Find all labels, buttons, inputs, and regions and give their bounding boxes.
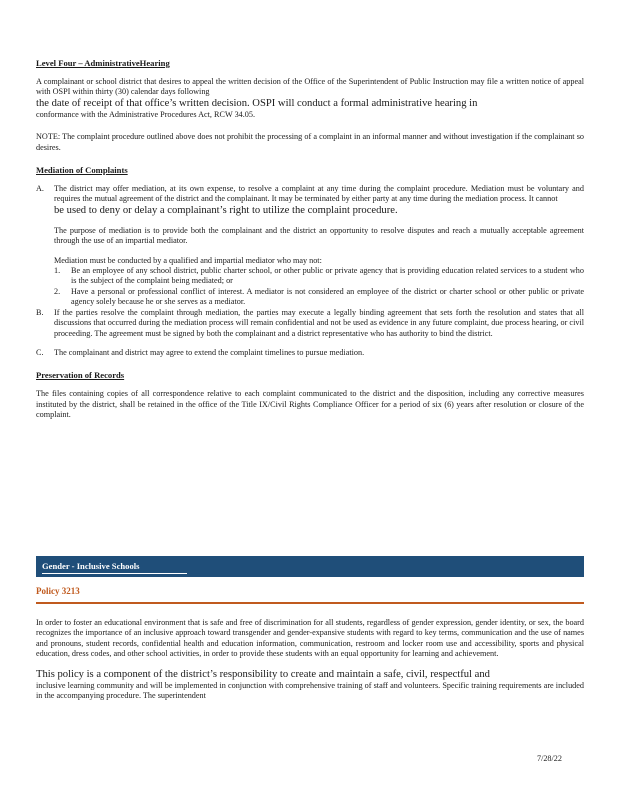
mediation-item-a xyxy=(36,184,584,217)
mediation-c-text: The complainant and district may agree to extend the complaint timelines to pursue mediation. xyxy=(54,347,365,357)
banner-title: Gender - Inclusive Schools xyxy=(42,561,140,571)
gender-paragraph-2: inclusive learning community and will be implemented in conjunction with comprehensive training of staff and volunteers. Specific training requirements are included in the accompanying procedure. The superintendent xyxy=(36,680,584,701)
mediation-purpose: The purpose of mediation is to provide both the complainant and the district an opportunity to resolve disputes and reach a mutually acceptable agreement through the use of an impartial mediator. xyxy=(54,225,584,246)
policy-label: Policy 3213 xyxy=(36,586,80,596)
gender-paragraph-2-lead: This policy is a component of the district’s responsibility to create and maintain a safe, civil, respectful and xyxy=(36,668,490,680)
mediation-heading: Mediation of Complaints xyxy=(36,165,128,176)
subitem-text: Have a personal or professional conflict of interest. A mediator is not considered an employee of the district or charter school or other public or private agency solely because he or she serves as a mediator. xyxy=(71,286,584,307)
mediation-item-b xyxy=(36,308,584,339)
subitem-text: Be an employee of any school district, public charter school, or other public or private agency that is providing education related services to a student who is the subject of the complaint being mediated; or xyxy=(71,266,584,286)
level-four-paragraph-b: the date of receipt of that office’s written decision. OSPI will conduct a formal administrative hearing in xyxy=(36,97,478,109)
mediation-item-c xyxy=(36,348,584,358)
mediation-b-text: If the parties resolve the complaint through mediation, the parties may execute a legally binding agreement that sets forth the resolution and states that all discussions that occurred during the mediation process will remain confidential and not be used as evidence in any future complaint, due process hearing, or civil proceeding. The agreement must be signed by both the complainant and a district representative who has authority to bind the district. xyxy=(54,307,584,338)
level-four-heading: Level Four – AdministrativeHearing xyxy=(36,58,170,68)
item-marker: A. xyxy=(36,184,44,194)
preservation-text: The files containing copies of all correspondence relative to each complaint communicated to the district and the disposition, including any corrective measures instituted by the district, shall be retained in the office of the Title IX/Civil Rights Compliance Officer for a period of six (6) years after resolution or closure of the complaint. xyxy=(36,389,584,420)
mediation-subitem-1 xyxy=(54,266,584,287)
level-four-paragraph-a: A complainant or school district that desires to appeal the written decision of the Office of the Superintendent of Public Instruction may file a written notice of appeal with OSPI within thirty (30) calendar days following xyxy=(36,77,584,97)
note-paragraph: NOTE: The complaint procedure outlined above does not prohibit the processing of a complaint in an informal manner and without investigation if the complainant so desires. xyxy=(36,132,584,152)
preservation-heading: Preservation of Records xyxy=(36,370,125,381)
gender-paragraph-1: In order to foster an educational environment that is safe and free of discrimination for all students, regardless of gender expression, gender identity, or sex, the board recognizes the importance of an inclusive approach toward transgender and gender-expansive students with regard to key terms, communication and the use of names and pronouns, student records, confidential health and education information, communication, restroom and locker room use and accessibility, sports and physical education, dress codes, and other school activities, in order to provide these students with an equal opportunity for learning and achievement. xyxy=(36,618,584,659)
mediation-a-text: The district may offer mediation, at its own expense, to resolve a complaint at any time during the complaint procedure. Mediation must be voluntary and requires the mutual agreement of the district and the complainant. It may be terminated by either party at any time during the mediation process. It cannot xyxy=(54,184,584,204)
gender-inclusive-section xyxy=(36,618,584,701)
mediation-must-be: Mediation must be conducted by a qualified and impartial mediator who may not: xyxy=(54,255,322,265)
subitem-marker: 1. xyxy=(54,266,61,276)
item-marker: B. xyxy=(36,307,44,317)
level-four-paragraph-c: conformance with the Administrative Procedures Act, RCW 34.05. xyxy=(36,109,256,119)
subitem-marker: 2. xyxy=(54,286,61,296)
mediation-subitem-2 xyxy=(54,287,584,308)
mediation-a-text-emphasis: be used to deny or delay a complainant’s right to utilize the complaint procedure. xyxy=(54,204,398,216)
section-banner xyxy=(36,556,584,577)
item-marker: C. xyxy=(36,347,44,357)
footer-date: 7/28/22 xyxy=(536,754,562,763)
document-body xyxy=(36,58,584,421)
banner-underline xyxy=(42,573,187,574)
policy-divider xyxy=(36,602,584,604)
